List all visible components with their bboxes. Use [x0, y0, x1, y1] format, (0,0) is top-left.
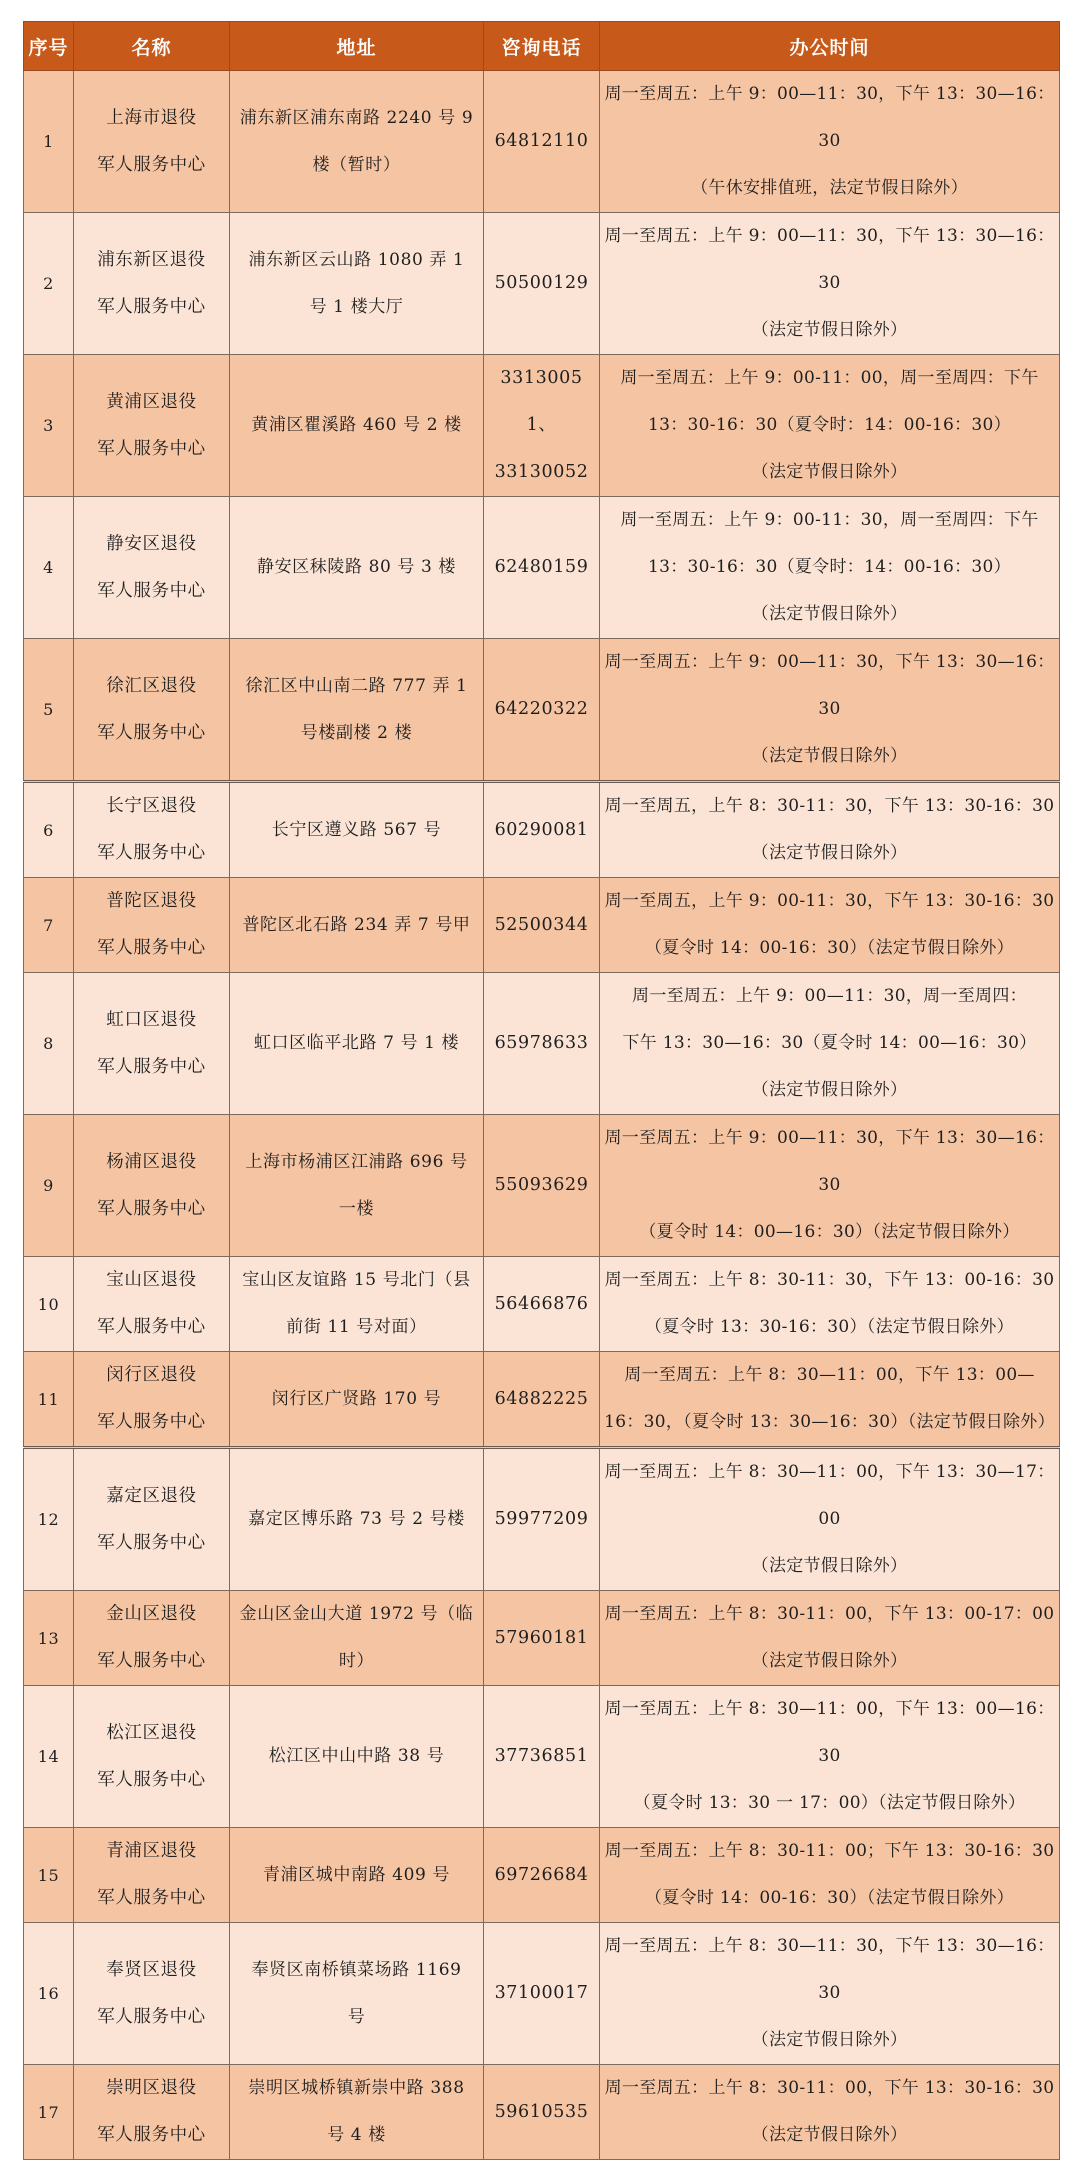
row-phone: 55093629 [484, 1115, 600, 1257]
row-phone: 37736851 [484, 1686, 600, 1828]
table-row [24, 1686, 1060, 1828]
row-no: 7 [24, 878, 74, 973]
table-row [24, 639, 1060, 782]
row-address: 上海市杨浦区江浦路 696 号 一楼 [230, 1115, 484, 1257]
row-no: 16 [24, 1923, 74, 2065]
row-address: 静安区秣陵路 80 号 3 楼 [230, 497, 484, 639]
table-row [24, 1591, 1060, 1686]
header-hours: 办公时间 [600, 22, 1060, 71]
header-address: 地址 [230, 22, 484, 71]
row-no: 3 [24, 355, 74, 497]
row-no: 9 [24, 1115, 74, 1257]
row-name: 金山区退役 军人服务中心 [74, 1591, 230, 1686]
row-name: 徐汇区退役 军人服务中心 [74, 639, 230, 782]
row-address: 金山区金山大道 1972 号（临 时） [230, 1591, 484, 1686]
row-phone: 60290081 [484, 782, 600, 878]
row-no: 4 [24, 497, 74, 639]
header-name: 名称 [74, 22, 230, 71]
header-phone: 咨询电话 [484, 22, 600, 71]
row-no: 13 [24, 1591, 74, 1686]
row-address: 奉贤区南桥镇菜场路 1169 号 [230, 1923, 484, 2065]
row-no: 15 [24, 1828, 74, 1923]
row-name: 静安区退役 军人服务中心 [74, 497, 230, 639]
row-no: 11 [24, 1352, 74, 1448]
table-row [24, 1352, 1060, 1448]
table-header [24, 22, 1060, 71]
row-hours: 周一至周五：上午 8：30—11：30，下午 13：30—16：30 （法定节假日除外） [600, 1923, 1060, 2065]
row-phone: 56466876 [484, 1257, 600, 1352]
row-address: 普陀区北石路 234 弄 7 号甲 [230, 878, 484, 973]
header-row [24, 22, 1060, 71]
row-no: 6 [24, 782, 74, 878]
service-center-table [23, 21, 1060, 2160]
row-phone: 59977209 [484, 1448, 600, 1591]
row-hours: 周一至周五，上午 8：30-11：30，下午 13：30-16：30 （法定节假日除外） [600, 782, 1060, 878]
row-address: 崇明区城桥镇新崇中路 388 号 4 楼 [230, 2065, 484, 2160]
table-row [24, 1115, 1060, 1257]
row-address: 徐汇区中山南二路 777 弄 1 号楼副楼 2 楼 [230, 639, 484, 782]
row-phone: 65978633 [484, 973, 600, 1115]
row-hours: 周一至周五：上午 8：30—11：00，下午 13：00—16：30 （夏令时 13：30 一 17：00）（法定节假日除外） [600, 1686, 1060, 1828]
row-hours: 周一至周五：上午 8：30-11：00，下午 13：30-16：30 （法定节假日除外） [600, 2065, 1060, 2160]
table-row [24, 1257, 1060, 1352]
row-address: 浦东新区云山路 1080 弄 1 号 1 楼大厅 [230, 213, 484, 355]
row-hours: 周一至周五：上午 8：30—11：00，下午 13：00— 16：30，（夏令时 13：30—16：30）（法定节假日除外） [600, 1352, 1060, 1448]
row-name: 松江区退役 军人服务中心 [74, 1686, 230, 1828]
row-hours: 周一至周五：上午 8：30—11：00，下午 13：30—17：00 （法定节假日除外） [600, 1448, 1060, 1591]
row-name: 虹口区退役 军人服务中心 [74, 973, 230, 1115]
row-name: 奉贤区退役 军人服务中心 [74, 1923, 230, 2065]
row-name: 青浦区退役 军人服务中心 [74, 1828, 230, 1923]
row-hours: 周一至周五：上午 9：00-11：30，周一至周四：下午 13：30-16：30（夏令时：14：00-16：30） （法定节假日除外） [600, 497, 1060, 639]
row-address: 闵行区广贤路 170 号 [230, 1352, 484, 1448]
row-hours: 周一至周五：上午 9：00—11：30，下午 13：30—16：30 （午休安排值班，法定节假日除外） [600, 71, 1060, 213]
row-address: 青浦区城中南路 409 号 [230, 1828, 484, 1923]
table-body [24, 71, 1060, 2160]
row-phone: 33130051、 33130052 [484, 355, 600, 497]
row-address: 虹口区临平北路 7 号 1 楼 [230, 973, 484, 1115]
row-no: 1 [24, 71, 74, 213]
row-name: 黄浦区退役 军人服务中心 [74, 355, 230, 497]
row-address: 黄浦区瞿溪路 460 号 2 楼 [230, 355, 484, 497]
row-phone: 57960181 [484, 1591, 600, 1686]
row-name: 嘉定区退役 军人服务中心 [74, 1448, 230, 1591]
row-phone: 64812110 [484, 71, 600, 213]
row-phone: 52500344 [484, 878, 600, 973]
row-no: 10 [24, 1257, 74, 1352]
table-row [24, 71, 1060, 213]
row-no: 2 [24, 213, 74, 355]
row-hours: 周一至周五：上午 8：30-11：00，下午 13：00-17：00 （法定节假日除外） [600, 1591, 1060, 1686]
row-name: 普陀区退役 军人服务中心 [74, 878, 230, 973]
row-hours: 周一至周五，上午 9：00-11：30，下午 13：30-16：30 （夏令时 14：00-16：30）（法定节假日除外） [600, 878, 1060, 973]
table-row [24, 878, 1060, 973]
row-name: 闵行区退役 军人服务中心 [74, 1352, 230, 1448]
row-hours: 周一至周五：上午 8：30-11：00；下午 13：30-16：30 （夏令时 14：00-16：30）（法定节假日除外） [600, 1828, 1060, 1923]
row-address: 浦东新区浦东南路 2240 号 9 楼（暂时） [230, 71, 484, 213]
row-name: 杨浦区退役 军人服务中心 [74, 1115, 230, 1257]
row-phone: 62480159 [484, 497, 600, 639]
row-hours: 周一至周五：上午 9：00—11：30，下午 13：30—16：30 （法定节假日除外） [600, 213, 1060, 355]
row-no: 8 [24, 973, 74, 1115]
service-center-table-wrapper [23, 21, 1059, 2160]
row-phone: 64220322 [484, 639, 600, 782]
row-hours: 周一至周五：上午 9：00—11：30，周一至周四： 下午 13：30—16：30（夏令时 14：00—16：30） （法定节假日除外） [600, 973, 1060, 1115]
row-name: 崇明区退役 军人服务中心 [74, 2065, 230, 2160]
row-name: 宝山区退役 军人服务中心 [74, 1257, 230, 1352]
row-no: 12 [24, 1448, 74, 1591]
row-hours: 周一至周五：上午 9：00—11：30，下午 13：30—16：30 （夏令时 14：00—16：30）（法定节假日除外） [600, 1115, 1060, 1257]
row-no: 14 [24, 1686, 74, 1828]
table-row [24, 1448, 1060, 1591]
table-row [24, 782, 1060, 878]
row-address: 松江区中山中路 38 号 [230, 1686, 484, 1828]
row-name: 浦东新区退役 军人服务中心 [74, 213, 230, 355]
table-row [24, 1923, 1060, 2065]
table-row [24, 497, 1060, 639]
table-row [24, 2065, 1060, 2160]
row-address: 宝山区友谊路 15 号北门（县 前街 11 号对面） [230, 1257, 484, 1352]
row-address: 嘉定区博乐路 73 号 2 号楼 [230, 1448, 484, 1591]
row-phone: 50500129 [484, 213, 600, 355]
row-address: 长宁区遵义路 567 号 [230, 782, 484, 878]
row-phone: 37100017 [484, 1923, 600, 2065]
row-name: 上海市退役 军人服务中心 [74, 71, 230, 213]
row-phone: 64882225 [484, 1352, 600, 1448]
row-hours: 周一至周五：上午 9：00-11：00，周一至周四：下午 13：30-16：30（夏令时：14：00-16：30） （法定节假日除外） [600, 355, 1060, 497]
row-name: 长宁区退役 军人服务中心 [74, 782, 230, 878]
row-phone: 69726684 [484, 1828, 600, 1923]
row-hours: 周一至周五：上午 9：00—11：30，下午 13：30—16：30 （法定节假日除外） [600, 639, 1060, 782]
table-row [24, 973, 1060, 1115]
row-hours: 周一至周五：上午 8：30-11：30，下午 13：00-16：30 （夏令时 13：30-16：30）（法定节假日除外） [600, 1257, 1060, 1352]
row-phone: 59610535 [484, 2065, 600, 2160]
header-no: 序号 [24, 22, 74, 71]
row-no: 17 [24, 2065, 74, 2160]
row-no: 5 [24, 639, 74, 782]
table-row [24, 355, 1060, 497]
table-row [24, 213, 1060, 355]
table-row [24, 1828, 1060, 1923]
